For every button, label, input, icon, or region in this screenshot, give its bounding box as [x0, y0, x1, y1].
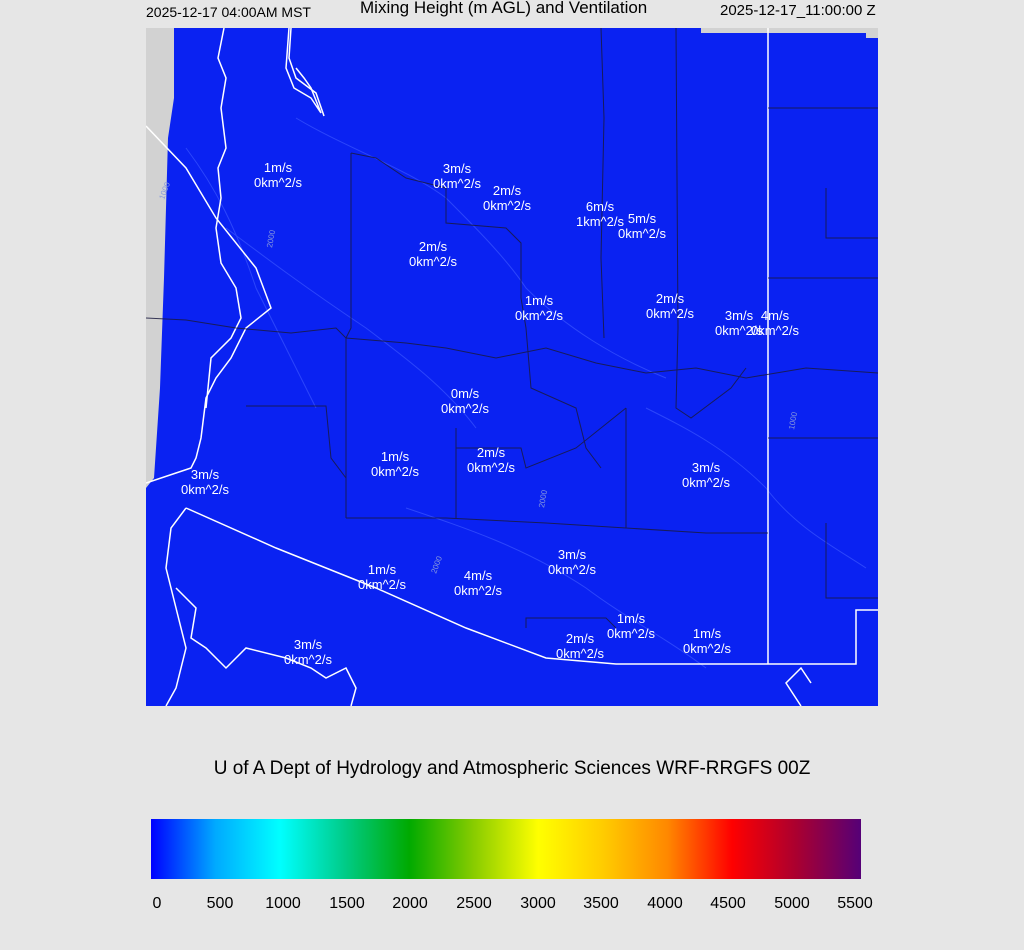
station-label: 1m/s 0km^2/s	[358, 562, 407, 592]
contour-label: 2000	[429, 554, 444, 575]
colorbar-tick: 500	[206, 895, 234, 912]
colorbar-tick: 3000	[520, 895, 556, 912]
station-label: 2m/s 0km^2/s	[483, 183, 532, 213]
station-label: 3m/s 0km^2/s	[181, 467, 230, 497]
station-label: 3m/s 0km^2/s	[715, 308, 764, 338]
station-label: 3m/s 0km^2/s	[433, 161, 482, 191]
station-label: 0m/s 0km^2/s	[441, 386, 490, 416]
station-label: 4m/s 0km^2/s	[454, 568, 503, 598]
colorbar-tick: 4500	[710, 895, 746, 912]
local-time: 2025-12-17 04:00AM MST	[146, 4, 311, 20]
map-title: Mixing Height (m AGL) and Ventilation	[360, 0, 648, 17]
station-label: 5m/s 0km^2/s	[618, 211, 667, 241]
mixing-height-map	[146, 28, 878, 706]
station-label: 1m/s 0km^2/s	[683, 626, 732, 656]
station-label: 1m/s 0km^2/s	[371, 449, 420, 479]
station-label: 2m/s 0km^2/s	[409, 239, 458, 269]
station-label: 3m/s 0km^2/s	[548, 547, 597, 577]
missing-data-north	[701, 28, 878, 33]
colorbar-tick: 0	[152, 895, 162, 912]
colorbar-tick: 5000	[774, 895, 810, 912]
contour-label: 1000	[787, 411, 800, 431]
contour-label: 2000	[537, 489, 550, 509]
station-label: 2m/s 0km^2/s	[646, 291, 695, 321]
station-label: 3m/s 0km^2/s	[682, 460, 731, 490]
station-label: 3m/s 0km^2/s	[284, 637, 333, 667]
contour-label: 1000	[157, 180, 172, 201]
model-credit: U of A Dept of Hydrology and Atmospheric Sciences WRF-RRGFS 00Z	[213, 758, 811, 779]
station-label: 1m/s 0km^2/s	[607, 611, 656, 641]
colorbar	[151, 819, 861, 879]
colorbar-tick: 3500	[583, 895, 619, 912]
station-label: 1m/s 0km^2/s	[515, 293, 564, 323]
station-label: 1m/s 0km^2/s	[254, 160, 303, 190]
map-canvas	[146, 28, 878, 706]
colorbar-tick: 4000	[647, 895, 683, 912]
colorbar-tick: 2500	[456, 895, 492, 912]
colorbar-tick: 5500	[837, 895, 873, 912]
contour-label: 2000	[265, 229, 278, 249]
station-label: 4m/s 0km^2/s	[751, 308, 800, 338]
station-label: 2m/s 0km^2/s	[556, 631, 605, 661]
utc-time: 2025-12-17_11:00:00 Z	[720, 2, 876, 19]
station-label: 2m/s 0km^2/s	[467, 445, 516, 475]
colorbar-tick: 1500	[329, 895, 365, 912]
station-label: 6m/s 1km^2/s	[576, 199, 625, 229]
colorbar-tick: 2000	[392, 895, 428, 912]
colorbar-tick: 1000	[265, 895, 301, 912]
missing-data-corner	[866, 28, 878, 38]
